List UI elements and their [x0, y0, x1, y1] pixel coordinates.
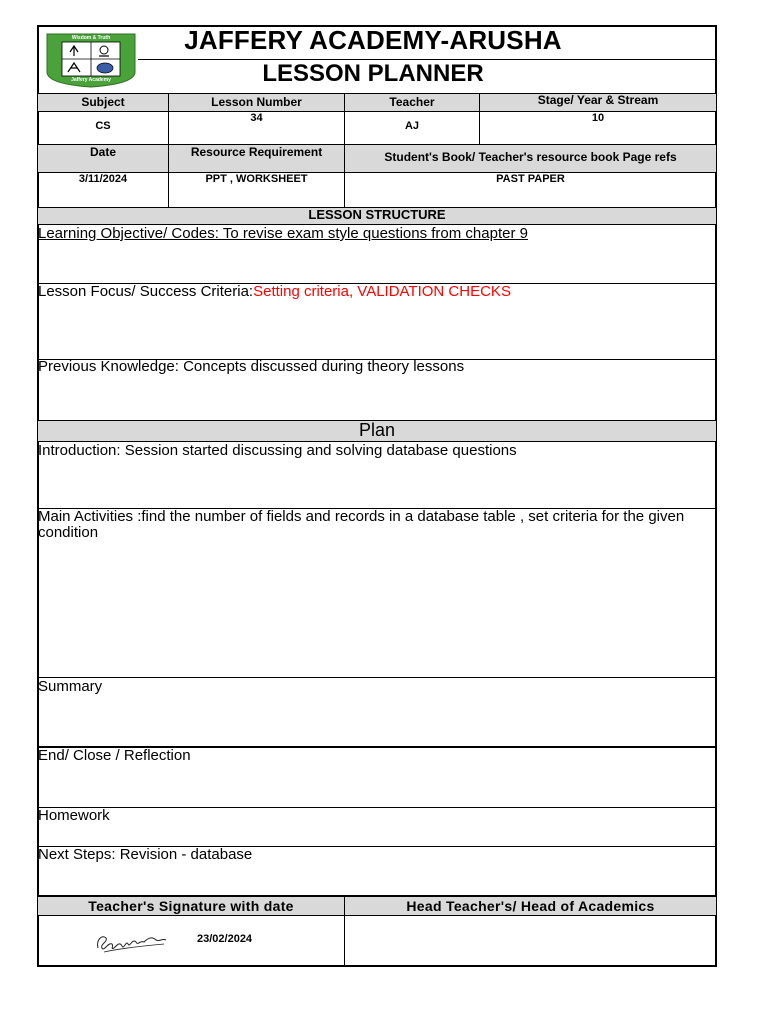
subject-label: Subject: [81, 95, 125, 109]
lesson-focus-value: Setting criteria, VALIDATION CHECKS: [253, 283, 511, 300]
lesson-number-value: 34: [250, 112, 263, 124]
teacher-signature: [92, 926, 172, 956]
end-close-reflection-text: End/ Close / Reflection: [38, 747, 191, 764]
plan-heading: Plan: [358, 420, 396, 440]
grid-line: [38, 915, 716, 916]
logo-bottom-text: Jaffery Academy: [71, 77, 111, 83]
next-steps-text: Next Steps: Revision - database: [38, 846, 253, 863]
lesson-structure-heading: LESSON STRUCTURE: [308, 207, 446, 222]
date-value: 3/11/2024: [78, 173, 128, 185]
book-reference-value: PAST PAPER: [496, 173, 565, 185]
teacher-value: AJ: [404, 120, 420, 132]
lesson-number-label: Lesson Number: [211, 95, 302, 109]
stage-value: 10: [591, 112, 605, 124]
lesson-focus: [38, 283, 708, 301]
stage-label: Stage/ Year & Stream: [537, 93, 659, 107]
teacher-signature-label: Teacher's Signature with date: [88, 898, 294, 914]
previous-knowledge: Previous Knowledge: Concepts discussed during theory lessons: [38, 358, 465, 375]
subject-value: CS: [95, 120, 111, 132]
head-teacher-label: Head Teacher's/ Head of Academics: [406, 898, 655, 914]
logo-top-text: Wisdom & Truth: [71, 35, 111, 41]
resource-requirement-value: PPT , WORKSHEET: [205, 173, 308, 185]
resource-requirement-label: Resource Requirement: [190, 145, 323, 159]
main-activities-text: Main Activities :find the number of fields and records in a database table , set criteria for the given condition: [38, 508, 685, 541]
book-reference-label: Student's Book/ Teacher's resource book Page refs: [384, 150, 677, 164]
homework-text: Homework: [38, 807, 110, 824]
school-logo: [44, 32, 138, 88]
summary-text: Summary: [38, 678, 103, 695]
teacher-label: Teacher: [389, 95, 435, 109]
learning-objective: Learning Objective/ Codes: To revise exam style questions from chapter 9: [38, 225, 528, 242]
handwritten-signature-icon: [92, 926, 172, 956]
teacher-signature-date: 23/02/2024: [197, 933, 253, 945]
introduction-text: Introduction: Session started discussing and solving database questions: [38, 442, 517, 459]
school-name: JAFFERY ACADEMY-ARUSHA: [184, 25, 562, 55]
date-label: Date: [89, 145, 116, 159]
lesson-focus-label: Lesson Focus/ Success Criteria:: [38, 283, 254, 300]
document-title: LESSON PLANNER: [262, 60, 484, 87]
